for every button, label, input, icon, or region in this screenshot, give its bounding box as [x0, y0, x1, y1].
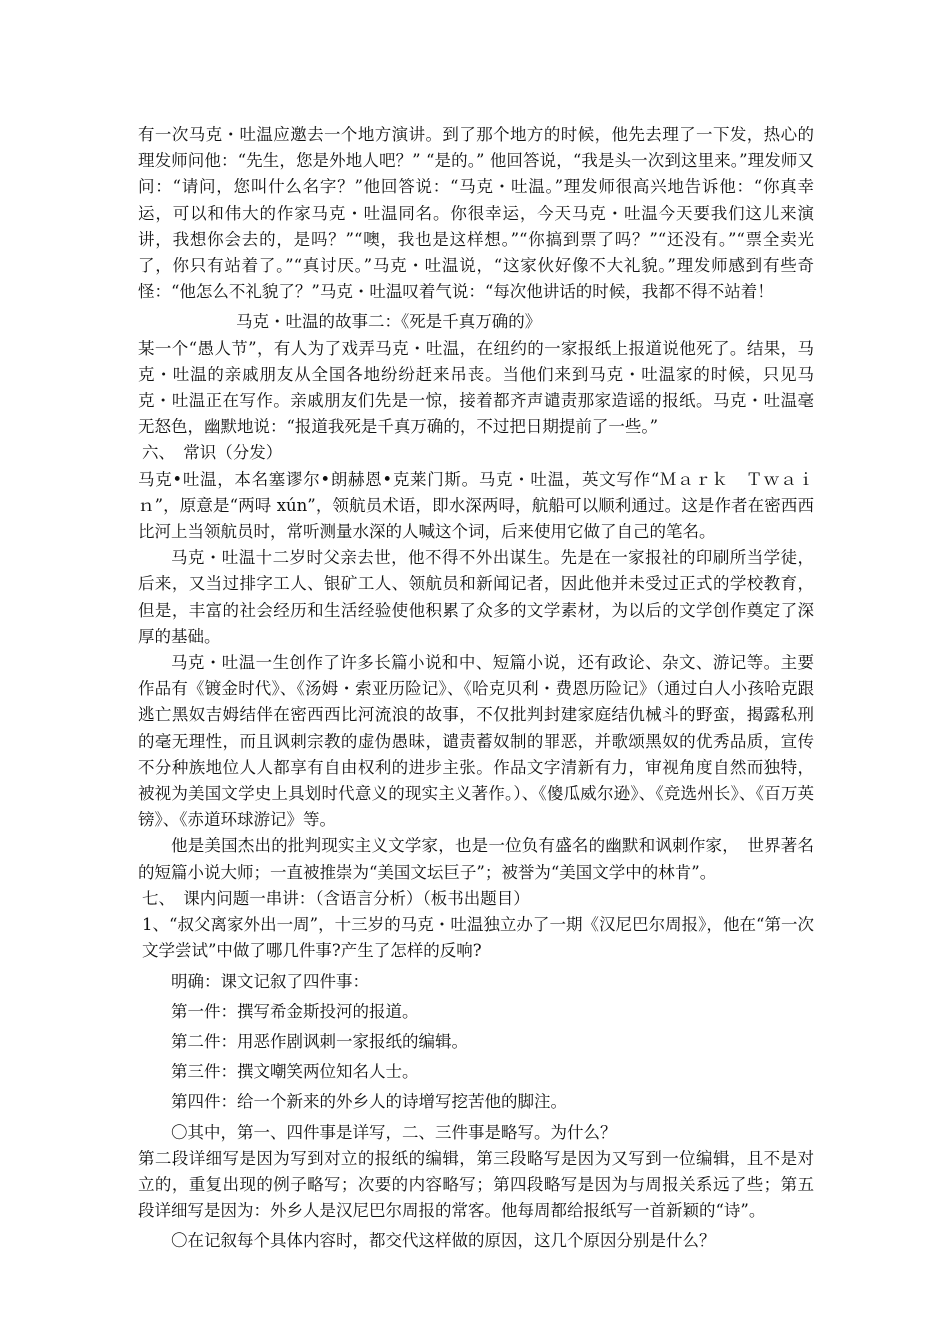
sub-question-2: 〇在记叙每个具体内容时，都交代这样做的原因，这几个原因分别是什么？ [171, 1231, 716, 1251]
sub-question-1: 〇其中，第一、四件事是详写，二、三件事是略写。为什么？ [171, 1122, 617, 1142]
childhood-paragraph: 马克・吐温十二岁时父亲去世，他不得不外出谋生。先是在一家报社的印刷所当学徒，后来，又当过排字工人、银矿工人、领航员和新闻记者，因此他并未受过正式的学校教育，但是，丰富的社会经历和生活经验使他积累了众多的文学素材，为以后的文学创作奠定了深厚的基础。 [138, 548, 814, 646]
event-4: 第四件：给一个新来的外乡人的诗增写挖苦他的脚注。 [171, 1092, 567, 1112]
event-2: 第二件：用恶作剧讽刺一家报纸的编辑。 [171, 1031, 468, 1051]
section-7-heading: 七、 课内问题一串讲：（含语言分析）（板书出题目） [142, 888, 530, 908]
story2-title: 马克・吐温的故事二：《死是千真万确的》 [236, 312, 542, 332]
event-3: 第三件：撰文嘲笑两位知名人士。 [171, 1062, 419, 1082]
question-1: 1、“叔父离家外出一周”，十三岁的马克・吐温独立办了一期《汉尼巴尔周报》，他在“第一次文学尝试”中做了哪几件事?产生了怎样的反响? [142, 915, 814, 961]
name-origin-paragraph: 马克•吐温，本名塞谬尔•朗赫恩•克莱门斯。马克・吐温，英文写作“Ｍａｒｋ Ｔｗａｉｎ”，原意是“两㖊 xún”，领航员术语，即水深两㖊，航船可以顺利通过。这是作者在密西西比河上当领航员时，常听测量水深的人喊这个词，后来使用它做了自己的笔名。 [138, 469, 814, 542]
answer-intro: 明确：课文记叙了四件事： [171, 971, 369, 991]
document-body [138, 122, 814, 1255]
story1-paragraph: 有一次马克・吐温应邀去一个地方演讲。到了那个地方的时候，他先去理了一下发，热心的理发师问他：“先生，您是外地人吧？” “是的。” 他回答说，“我是头一次到这里来。”理发师又问：“请问，您叫什么名字？”他回答说：“马克・吐温。”理发师很高兴地告诉他：“你真幸运，可以和伟大的作家马克・吐温同名。你很幸运，今天马克・吐温今天要我们这儿来演讲，我想你会去的，是吗？”“噢，我也是这样想。”“你搞到票了吗？”“还没有。”“票全卖光了，你只有站着了。”“真讨厌。”马克・吐温说，“这家伙好像不大礼貌。”理发师感到有些奇怪：“他怎么不礼貌了？”马克・吐温叹着气说：“每次他讲话的时候，我都不得不站着！ [138, 125, 814, 302]
story2-paragraph: 某一个“愚人节”，有人为了戏弄马克・吐温，在纽约的一家报纸上报道说他死了。结果，马克・吐温的亲戚朋友从全国各地纷纷赶来吊丧。当他们来到马克・吐温家的时候，只见马克・吐温正在写作。亲戚朋友们先是一惊，接着都齐声谴责那家造谣的报纸。马克・吐温毫无怒色，幽默地说：“报道我死是千真万确的，不过把日期提前了一些。” [138, 338, 814, 437]
section-6-heading: 六、 常识（分发） [142, 443, 283, 463]
explanation-paragraph: 第二段详细写是因为写到对立的报纸的编辑，第三段略写是因为又写到一位编辑，且不是对立的，重复出现的例子略写；次要的内容略写；第四段略写是因为与周报关系远了些；第五段详细写是因为：外乡人是汉尼巴尔周报的常客。他每周都给报纸写一首新颖的“诗”。 [138, 1148, 814, 1221]
works-paragraph: 马克・吐温一生创作了许多长篇小说和中、短篇小说，还有政论、杂文、游记等。主要作品有《镀金时代》、《汤姆・索亚历险记》、《哈克贝利・费恩历险记》（通过白人小孩哈克跟逃亡黑奴吉姆结伴在密西西比河流浪的故事，不仅批判封建家庭结仇械斗的野蛮，揭露私刑的毫无理性，而且讽刺宗教的虚伪愚昧，谴责蓄奴制的罪恶，并歌颂黑奴的优秀品质，宣传不分种族地位人人都享有自由权利的进步主张。作品文字清新有力，审视角度自然而独特，被视为美国文学史上具划时代意义的现实主义著作。）、《傻瓜威尔逊》、《竞选州长》、《百万英镑》、《赤道环球游记》等。 [138, 653, 814, 830]
event-1: 第一件：撰写希金斯投河的报道。 [171, 1001, 419, 1021]
reputation-paragraph: 他是美国杰出的批判现实主义文学家，也是一位负有盛名的幽默和讽刺作家， 世界著名的短篇小说大师；一直被推崇为“美国文坛巨子”；被誉为“美国文学中的林肯”。 [138, 836, 814, 882]
